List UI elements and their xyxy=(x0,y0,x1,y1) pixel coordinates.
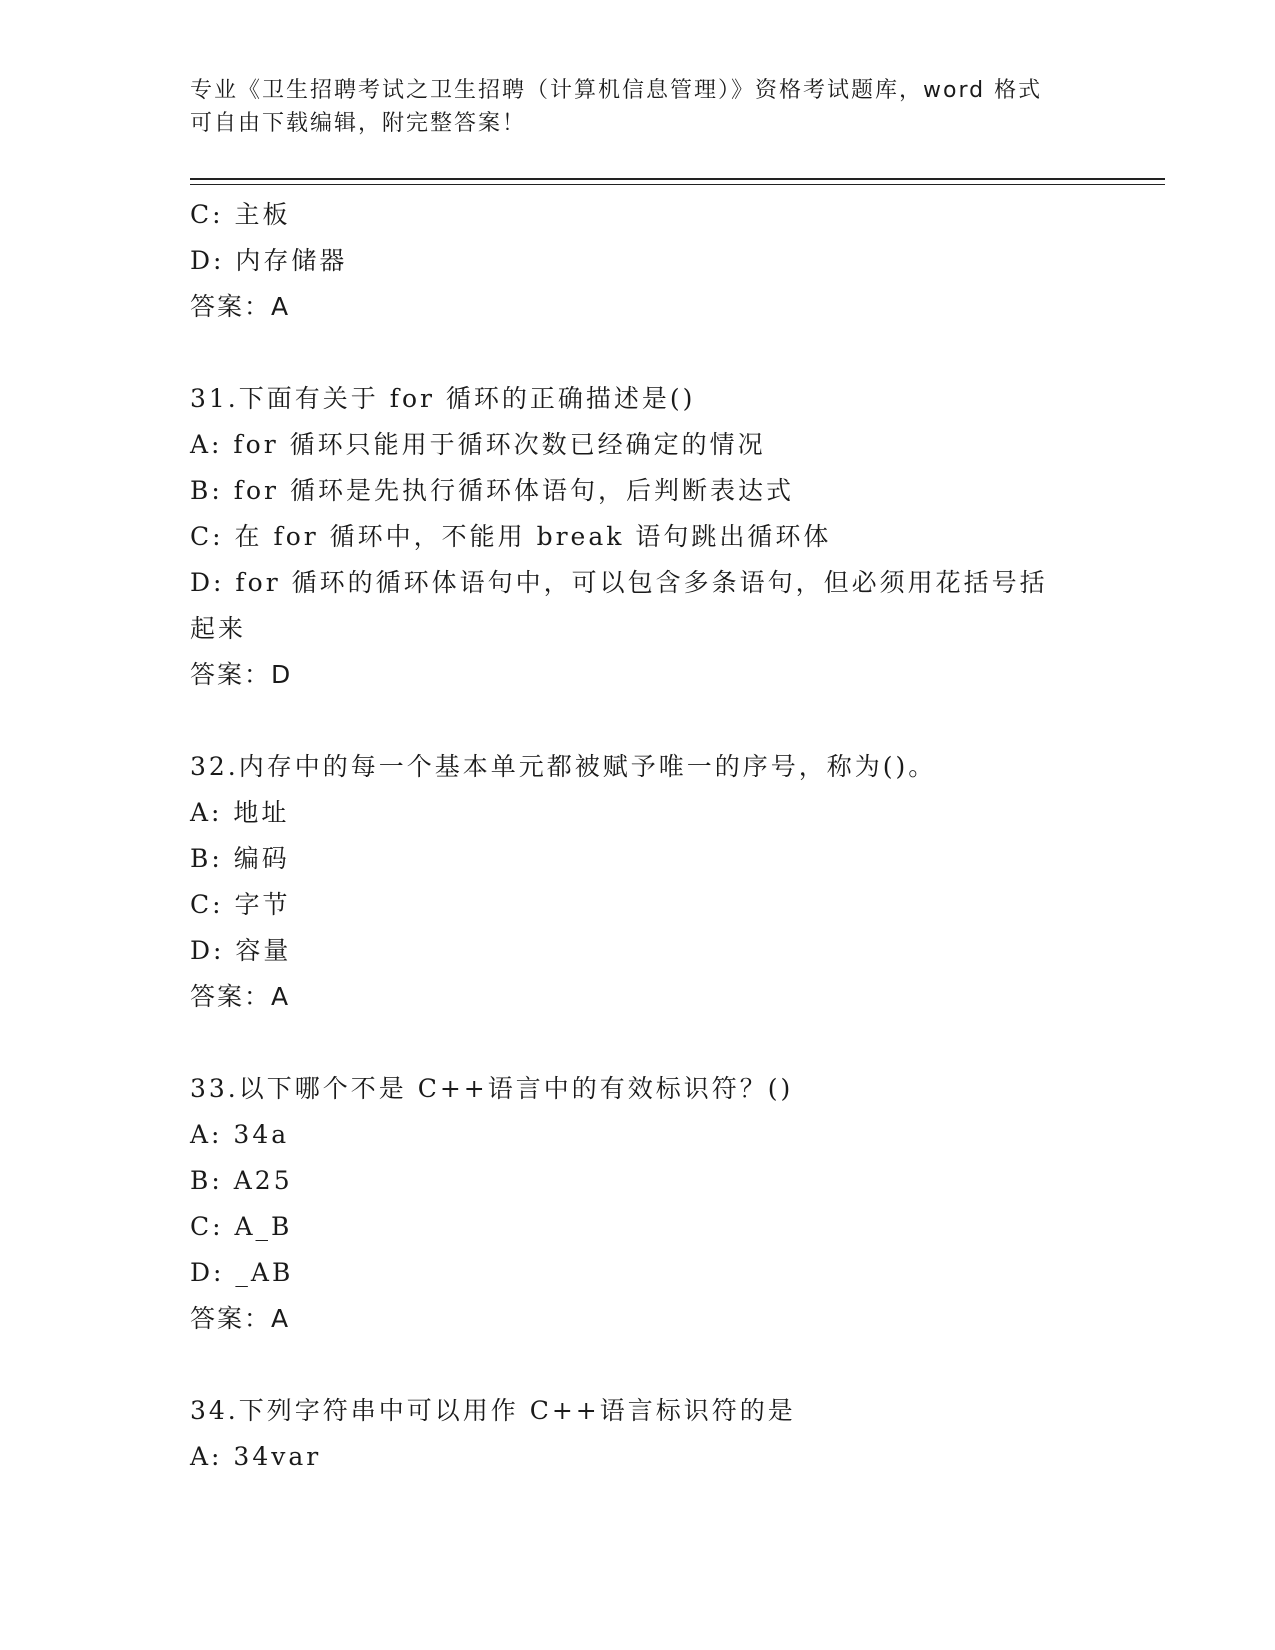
option-a: A: 34a xyxy=(190,1120,290,1149)
header-rule-thin xyxy=(190,184,1165,185)
question-content xyxy=(190,192,1090,1480)
answer-line: 答案：A xyxy=(190,292,291,321)
option-c: C: 主板 xyxy=(190,200,291,229)
header-rule-thick xyxy=(190,178,1165,180)
previous-question-tail xyxy=(190,192,1090,330)
option-d-continued: 起来 xyxy=(190,614,247,643)
question-34 xyxy=(190,1388,1090,1480)
question-text: 31.下面有关于 for 循环的正确描述是() xyxy=(190,384,696,413)
header-line-1: 专业《卫生招聘考试之卫生招聘（计算机信息管理）》资格考试题库，word 格式 xyxy=(190,78,1043,103)
page-header xyxy=(190,74,1090,140)
option-a: A: for 循环只能用于循环次数已经确定的情况 xyxy=(190,430,766,459)
option-b: B: 编码 xyxy=(190,844,290,873)
answer-line: 答案：A xyxy=(190,1304,291,1333)
spacer xyxy=(190,698,1090,744)
option-a: A: 地址 xyxy=(190,798,290,827)
spacer xyxy=(190,330,1090,376)
option-a: A: 34var xyxy=(190,1442,322,1471)
option-d: D: 内存储器 xyxy=(190,246,348,275)
question-text: 33.以下哪个不是 C++语言中的有效标识符？() xyxy=(190,1074,794,1103)
option-b: B: for 循环是先执行循环体语句，后判断表达式 xyxy=(190,476,794,505)
question-33 xyxy=(190,1066,1090,1342)
option-d: D: for 循环的循环体语句中，可以包含多条语句，但必须用花括号括 xyxy=(190,568,1048,597)
option-b: B: A25 xyxy=(190,1166,293,1195)
question-31 xyxy=(190,376,1090,698)
header-line-2: 可自由下载编辑，附完整答案！ xyxy=(190,111,527,136)
option-c: C: 在 for 循环中，不能用 break 语句跳出循环体 xyxy=(190,522,832,551)
option-c: C: 字节 xyxy=(190,890,291,919)
spacer xyxy=(190,1020,1090,1066)
option-d: D: _AB xyxy=(190,1258,294,1287)
answer-line: 答案：D xyxy=(190,660,293,689)
answer-line: 答案：A xyxy=(190,982,291,1011)
option-d: D: 容量 xyxy=(190,936,292,965)
question-text: 32.内存中的每一个基本单元都被赋予唯一的序号，称为()。 xyxy=(190,752,937,781)
question-text: 34.下列字符串中可以用作 C++语言标识符的是 xyxy=(190,1396,796,1425)
option-c: C: A_B xyxy=(190,1212,293,1241)
spacer xyxy=(190,1342,1090,1388)
question-32 xyxy=(190,744,1090,1020)
